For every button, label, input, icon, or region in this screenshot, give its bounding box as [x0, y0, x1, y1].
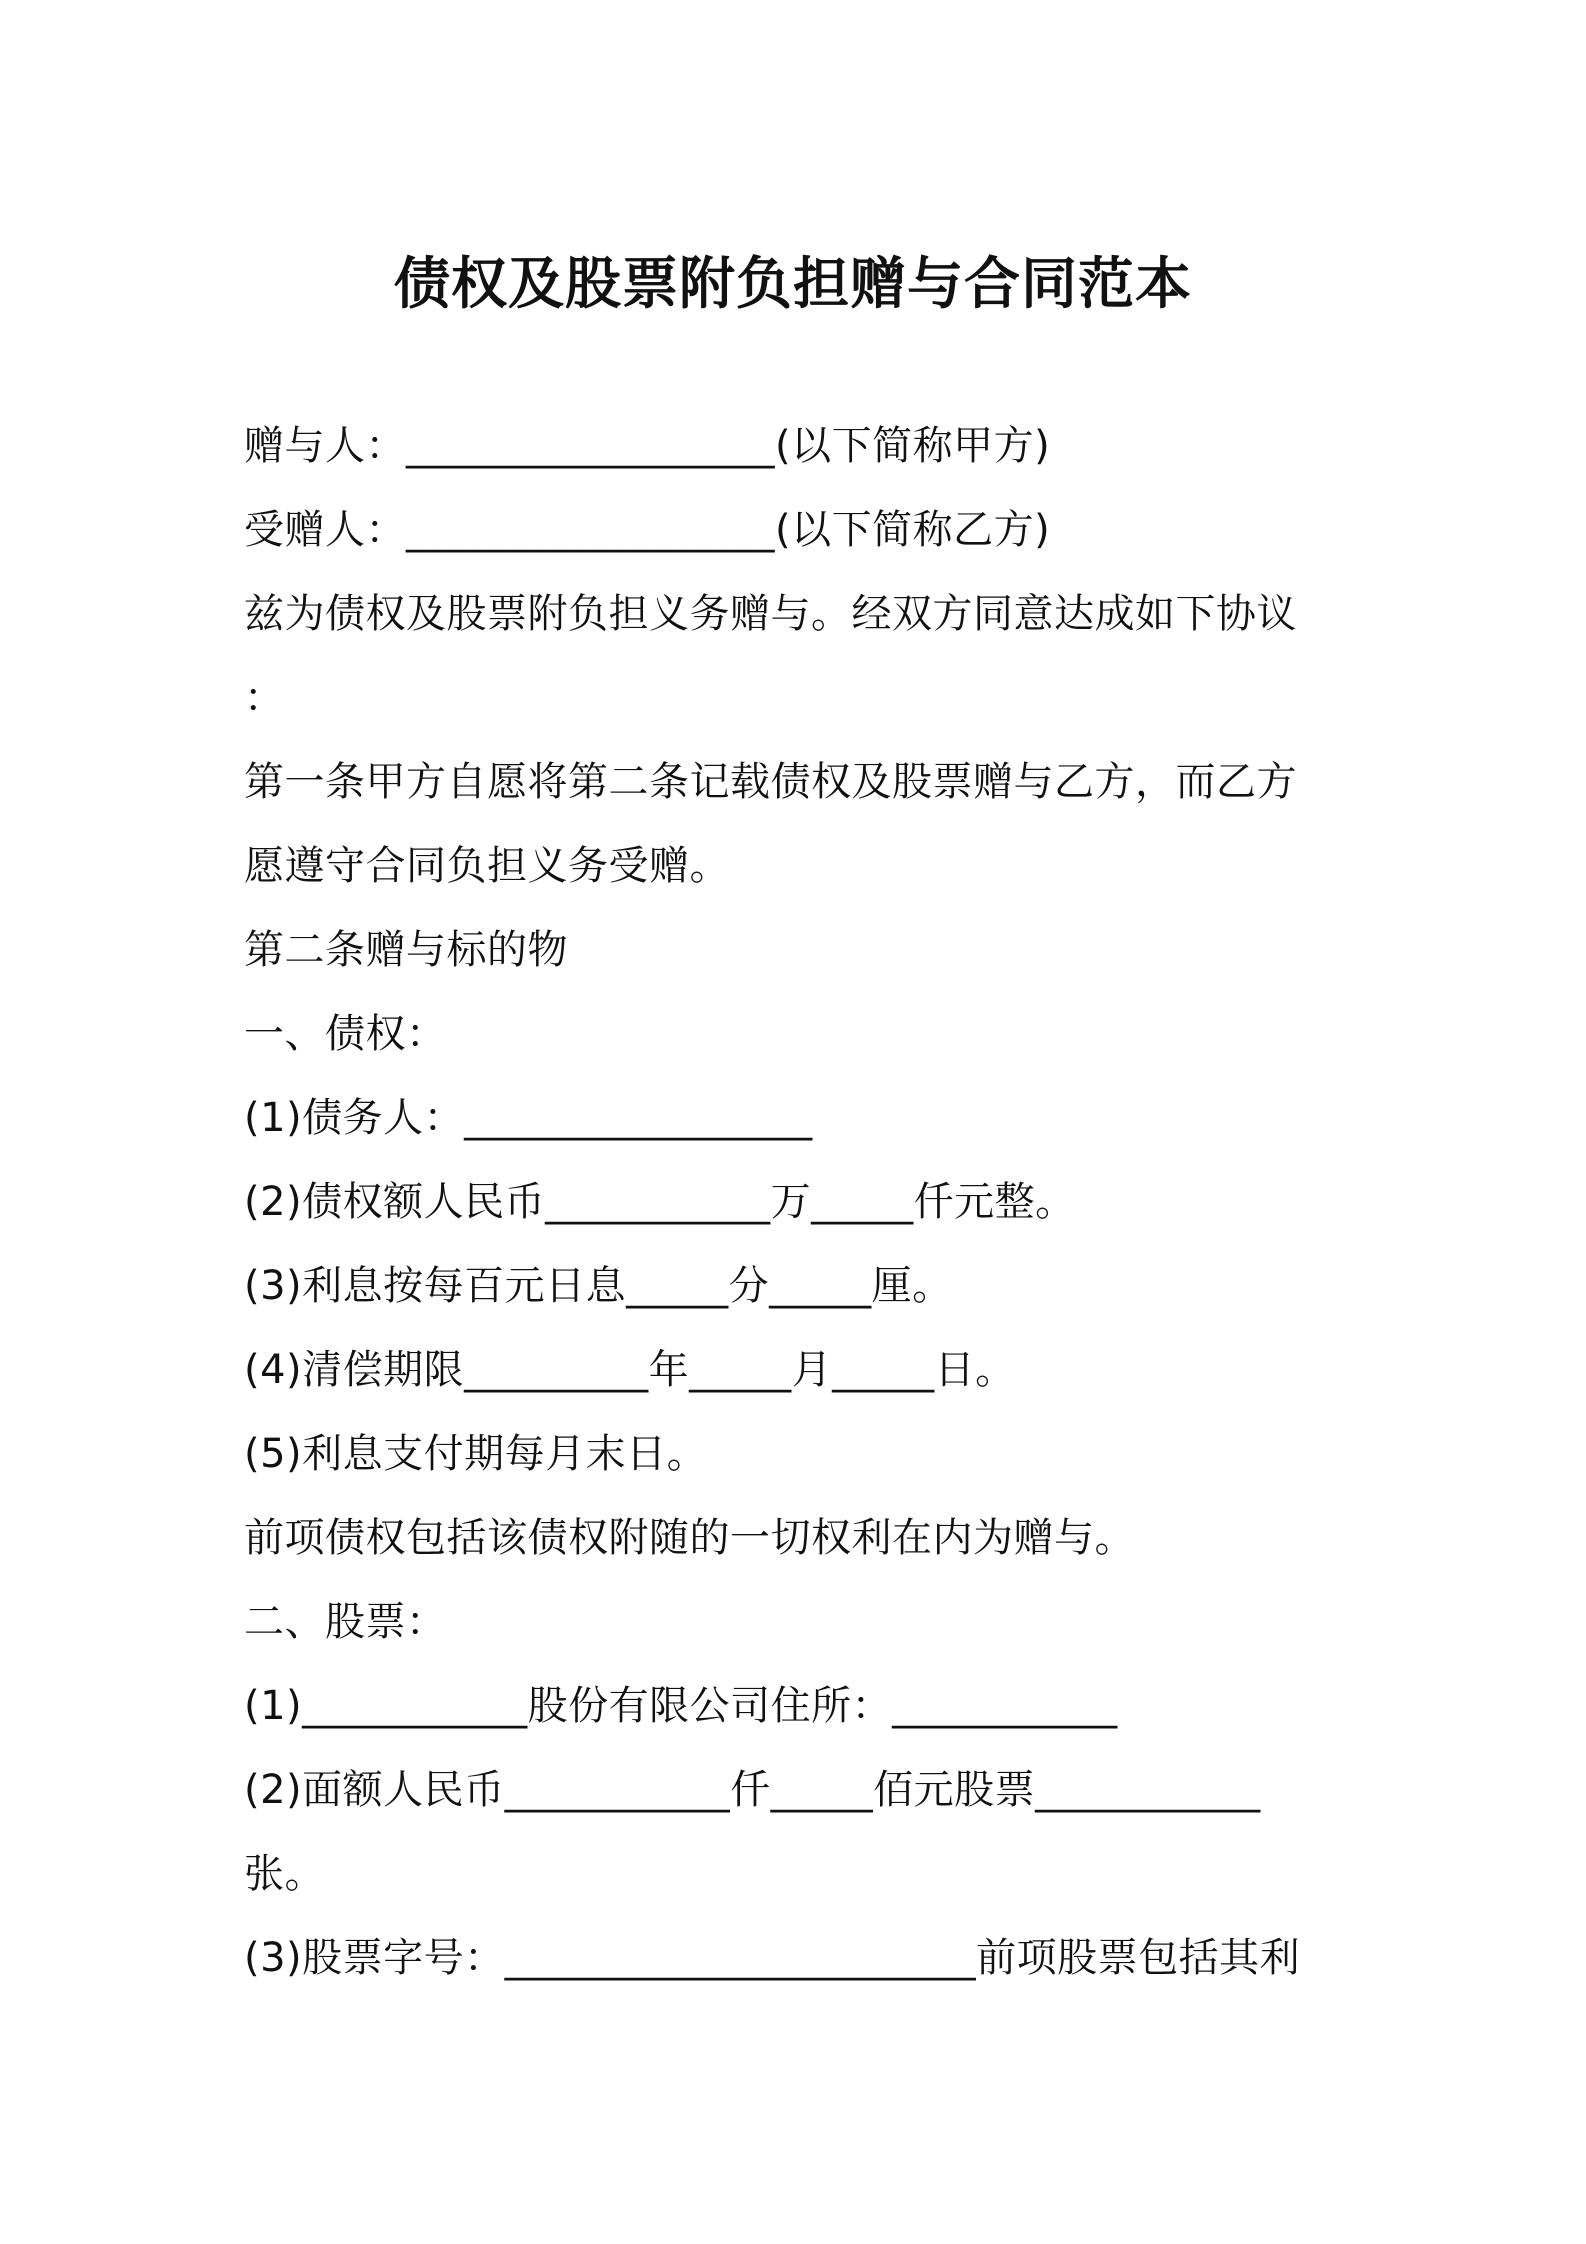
donee-line: 受赠人：__________________(以下简称乙方): [244, 507, 1051, 553]
preamble-line: 兹为债权及股票附负担义务赠与。经双方同意达成如下协议: [244, 591, 1297, 637]
section-claims-heading: 一、债权：: [244, 1011, 447, 1057]
stocks-item-3: (3)股票字号：_______________________前项股票包括其利: [244, 1935, 1301, 1981]
claims-item-5: (5)利息支付期每月末日。: [244, 1431, 708, 1477]
article-1-line-2: 愿遵守合同负担义务受赠。: [244, 843, 730, 889]
stocks-item-2-continued: 张。: [244, 1851, 325, 1897]
article-2-heading: 第二条赠与标的物: [244, 927, 568, 973]
document-title: 债权及股票附负担赠与合同范本: [394, 252, 1192, 317]
claims-summary: 前项债权包括该债权附随的一切权利在内为赠与。: [244, 1515, 1135, 1561]
donor-line: 赠与人：__________________(以下简称甲方): [244, 423, 1051, 469]
claims-item-3: (3)利息按每百元日息_____分_____厘。: [244, 1263, 953, 1309]
preamble-colon-line: ：: [244, 675, 285, 721]
document-body: [244, 404, 1364, 2000]
section-stocks-heading: 二、股票：: [244, 1599, 447, 1645]
claims-item-1: (1)债务人：_________________: [244, 1095, 813, 1141]
claims-item-4: (4)清偿期限_________年_____月_____日。: [244, 1347, 1016, 1393]
stocks-item-2: (2)面额人民币___________仟_____佰元股票___________: [244, 1767, 1261, 1813]
article-1-line-1: 第一条甲方自愿将第二条记载债权及股票赠与乙方，而乙方: [244, 759, 1297, 805]
stocks-item-1: (1)___________股份有限公司住所：___________: [244, 1683, 1118, 1729]
claims-item-2: (2)债权额人民币___________万_____仟元整。: [244, 1179, 1076, 1225]
